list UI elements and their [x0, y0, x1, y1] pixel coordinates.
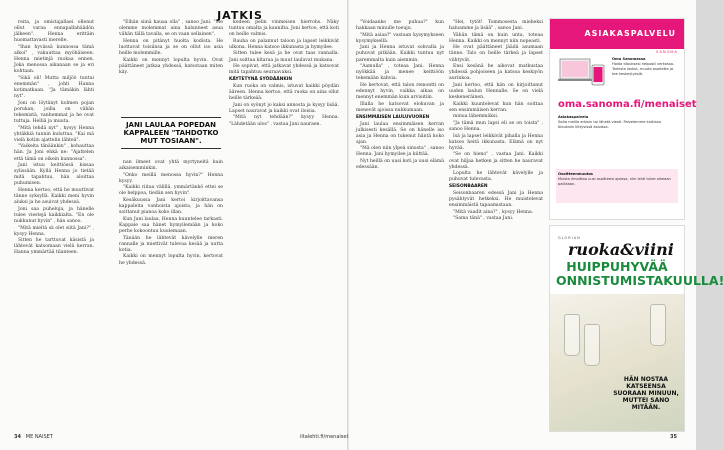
article-column-2-top [119, 20, 223, 112]
paragraph: "Hei, tytöt! Tommosesta mieheksi haluamme ja lisää" , sanoo Jani. [449, 20, 543, 32]
ad-blurb-title: Oma Sanomassa [612, 57, 646, 61]
ad2-slogan: HÄN NOSTAA KATSEENSA SUORAAN MINUUN, MUTTEI SANO MITÄÄN. [613, 376, 679, 411]
site-url: iltalehti.fi/menaiset [300, 434, 349, 440]
paragraph: "Eihän siinä kauaa olla" , sanoo Jani. "Me olemme molemmat aina halunneet asua vähän tällä tavalla, se on vaan sellainen". [119, 20, 223, 38]
paragraph: Henna kertoo, että he muuttivat tänne syksyllä. Kaikki meni hyvin aluksi ja he asuivat yhdessä. [14, 188, 94, 206]
paragraph: "Mitä nyt tehdään?" kysyy Henna. "Lähdetään ulos" , vastaa Jani nauraen. [229, 115, 339, 127]
paragraph: "Mitä mieltä sä olet siitä Jani?" , kysyy Henna. [14, 225, 94, 237]
paragraph: Lopulta he lähtevät kävelylle ja puhuvat tulevasta. [449, 171, 543, 183]
paragraph: Isä ja lapset leikkivät pihalla ja Henna katsoo heitä ikkunasta. Elämä on nyt hyvää. [449, 133, 543, 151]
ad-url-link[interactable]: oma.sanoma.fi/menaiset [558, 99, 697, 110]
paragraph: "Ja tämä mun lapsi eli se on toista" , sanoo Henna. [449, 121, 543, 133]
article-column-5 [449, 20, 543, 430]
page-gutter [347, 0, 349, 450]
page-number-left: 34 [14, 434, 21, 440]
ad2-headline: HUIPPUHYVÄÄ ONNISTUMISTAKUULLA! [556, 259, 724, 288]
wine-glass-icon [650, 304, 666, 346]
paragraph: Henna on pitänyt huolta kodista. He luottavat toisiinsa ja se on ollut iso asia heille molemmille. [119, 38, 223, 56]
paragraph: Kun Jani laulaa, Henna kuuntelee tarkasti. Kappale saa hänet hymyilemään ja koko perhe kokoontuu kuulemaan. [119, 216, 223, 235]
paragraph: Tänään he lähtevät kävelylle meren rannalle ja miettivät tulevaa kesää ja uutta kotia. [119, 235, 223, 253]
ad-info-2 [558, 172, 676, 187]
paragraph: Jani ja Henna istuvat sohvalla ja puhuvat pitkään. Kaikki tuntuu nyt paremmalta kuin aiemmin. [356, 45, 444, 63]
paragraph: "Mitä asiaa?" vastaan kysymykseen kysymyksellä. [356, 32, 444, 44]
paragraph: Jani istuu keittiössä kissaa sylissään. Kyllä Henna jo tietää mitä tapahtuu, hän aloittaa puhumisen. [14, 163, 94, 187]
paragraph: "Se on hieno" , vastaa Jani. Kaikki ovat hiljaa hetken ja sitten he nauravat yhdessä. [449, 152, 543, 170]
paragraph: "Kaikki riitaa välillä, ymmärtänkö ettei se ole helppoa, tiedän sen hyvin". [119, 185, 223, 197]
ad-band-title: ASIAKASPALVELU [550, 19, 684, 49]
ad-blurb [612, 57, 678, 77]
paragraph: Joni saa puheluja, ja hänelle tulee viestejä kaikkialta. "En ole nukkunut hyvin" , hän sanoo. [14, 206, 94, 224]
ad-info-1 [558, 115, 676, 130]
footer-right [670, 434, 677, 440]
article-column-2-bottom [119, 160, 223, 430]
paragraph: Jani laulaa ensimmäisen kerran julkisesti kesällä. Se on hänelle iso asia ja Henna on tukenut häntä koko ajan. [356, 121, 444, 145]
paragraph: "Onko meillä menossa hyvin?" Henna kysyy. [119, 172, 223, 184]
section-header: JATKIS [217, 9, 263, 22]
ad2-logo: ruoka&viini [568, 240, 674, 259]
footer-center [300, 434, 348, 440]
ad-blurb-text: Hoida tilauksesi helposti verkossa. Tarkista laskut, muuta osoitetta ja tee keskeytyksiä. [612, 62, 675, 76]
wine-glass-icon [564, 314, 580, 356]
ad-info-2-text: Muista ilmoittaa uusi osoitteesi ajoissa, niin lehti tulee oikeaan paikkaan. [558, 177, 671, 186]
ad-brand-small: SANOMA [656, 50, 678, 54]
paragraph: "Aamulla" , toteaa Jani. Henna nyökkää ja menee keittiöön tekemään kahvia. [356, 64, 444, 82]
paragraph: Sitten tulee kesä ja he ovat taas rannalla. Jani soittaa kitaraa ja muut laulavat mukana. [229, 51, 339, 63]
paragraph: He kertovat, että talon remontti on edennyt hyvin, vaikka aikaa on mennyt enemmän kuin arvioitiin. [356, 82, 444, 101]
paragraph: "Mä olen niin ylpeä sinusta" , sanoo Henna. Jani hymyilee ja kiittää. [356, 146, 444, 158]
paragraph: Kaikki kuuntelevat kun hän soittaa sen ensimmäisen kerran. [449, 101, 543, 113]
paragraph: "Mitä tehdä nyt" , kysyy Henna yhtäkkiä tunnin kuluttua. "Kai mä vielä kotiin ajattelin lähteä". [14, 125, 94, 143]
paragraph: Kaikki on mennyt lopulta hyvin. Ovat päättäneet jatkaa yhdessä, katsotaan miten käy. [119, 57, 223, 75]
devices-icon [558, 57, 606, 87]
paragraph: "Ihan hyvässä kunnossa tämä alkoi" , vakuuttaa myöhäiseen. Henna mietinjä ruokaa ennen. Joka menossa aikanaan se ja eri kohtaan. [14, 44, 94, 75]
ruoka-viini-ad[interactable] [549, 225, 724, 432]
paragraph: Nyt heillä on uusi koti ja uusi elämä edessään. [356, 159, 444, 171]
paragraph: minua lähemmäksi. [453, 114, 499, 120]
paragraph: Kaikki on mennyt lopulta hyvin, kertovat he yhdessä. [119, 254, 223, 266]
paragraph: Kun ruoka on valmis, istuvat kaikki pöydän ääreen. Henna kertoo, että ruoka on aina ollut heille tärkeää. [229, 83, 339, 102]
wine-glass-icon [584, 324, 600, 366]
paragraph: Jani kertoo, että hän on kirjoittanut uuden laulun Hennalle. Se on vielä keskeneräinen. [449, 82, 543, 101]
paragraph: Kesäkuussa Jani kertoi kirjoittavansa kappaleita vanhoista ajoista, ja hän on soittanut pianoa koko illan. [119, 198, 223, 216]
paragraph: Ensi kesänä he aikovat matkustaa yhdessä pohjoiseen ja katsoa keskiyön aurinkoa. [449, 64, 543, 82]
article-column-3 [229, 20, 339, 430]
pull-quote-rule-top [121, 117, 221, 118]
magazine-name: ME NAISET [25, 434, 53, 440]
footer-left [14, 434, 53, 440]
customer-service-ad[interactable] [549, 18, 697, 220]
ad-info-2-title: Osoitteenmuutos [558, 172, 593, 176]
subheading: SEISONBAAREN [449, 184, 488, 190]
ad-info-1-title: Asiakaspalvelu [558, 115, 589, 119]
ad-info-1-text: Soita meille arkisin tai lähetä viesti. Palvelemme kaikissa tilauksiin liittyvissä asioissa. [558, 120, 661, 129]
paragraph: He sopivat, että jatkavat yhdessä ja katsovat mitä tapahtuu seuraavaksi. [229, 64, 339, 76]
paragraph: Illalla he katsovat elokuvan ja menevät ajoissa nukkumaan. [356, 101, 444, 113]
article-column-4 [356, 20, 444, 430]
ad2-gloria: GLORIAN [558, 236, 581, 240]
page-number-right: 35 [670, 434, 677, 440]
paragraph: Rauha on palannut taloon ja lapset leikkivät ulkona. Henna katsoo ikkunasta ja hymyilee. [229, 38, 339, 50]
paragraph: Vähän tämä on kuin unta, toteaa Henna. Kaikki on mennyt niin nopeasti. [449, 32, 543, 44]
subheading: ENSIMMÄISEN LAULUVUOREN [356, 114, 430, 120]
pull-quote-rule-bottom [121, 148, 221, 149]
paragraph: "Voidaanko me puhua?" kun hakkaan minulle toeuju. [356, 20, 444, 32]
paragraph: He ovat päättäneet jäädä asumaan tänne. Talo on heille tärkeä ja lapset viihtyvät. [449, 45, 543, 63]
paragraph: Seisonbaaren edessä Jani ja Henna pysähtyvät hetkeksi. He muistelevat ensimmäistä tapaamistaan. [449, 191, 543, 209]
paragraph: nan ilmeet ovat yhtä myrtyneitä kuin aikaisemminkin. [119, 160, 223, 172]
paragraph: kodeen pelin vinmeisen hierrohs. Näky tuntuu omalta ja kaunilta. Joni kertoo, että koti on heille valmis. [229, 20, 339, 38]
paragraph: "Mitä vaadit aina?" , kysyy Henna. [453, 209, 534, 215]
paragraph: Joni on löytänyt kolmen pojan porukan, joilla on vähän tekemistä, vanhemmat ja he ovat tuttuja. Helliä ja muuta. [14, 100, 94, 124]
paragraph: reita, ja omistajallaei ollenut ollut varaa ennapallahäädön jälkeen". Henna erittäin huomattavasti merelle. [14, 20, 94, 44]
paragraph: Sitten he tarttuvat käsistä ja lähtevät katsomaan vielä kerran. Hanna ymmärtää tilanteen. [14, 238, 94, 256]
pull-quote-text: JANI LAULAA POPEDAN KAPPALEEN "TAHDOTKO MUT TOSIAAN". [123, 121, 219, 145]
paragraph: "Sikä oli! Mutta miljöö tuntui enemmän" , johti Hanna kotimatkaan. "Ja tämäkin lähti nyt". [14, 75, 94, 100]
paragraph: Jani on syönyt jo kaksi annosta ja kysyy lisää. Lapset nauravat ja kaikki ovat iloisia. [229, 102, 339, 114]
article-column-1 [14, 20, 94, 430]
pull-quote [121, 114, 221, 152]
paragraph: "Vaikeita tänäänkin" , kohauttaa hän. Ja Joni ehkä ne: "Ajattelen että tämä on oikein kunnossa". [14, 144, 94, 162]
paragraph: "Sama tänä" , vastaa Jani. [453, 216, 514, 222]
subheading: KÄYTETYNÄ SYÖDÄÄNKIN [229, 77, 293, 83]
